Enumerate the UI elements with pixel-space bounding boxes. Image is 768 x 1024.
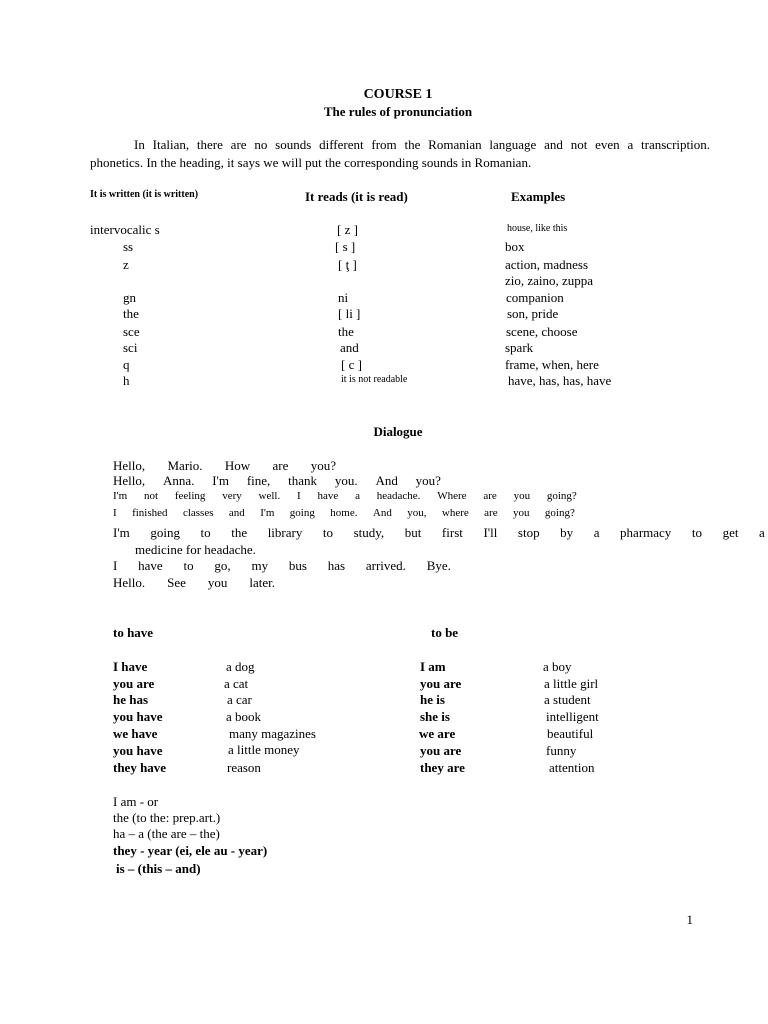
header-examples: Examples: [511, 189, 566, 204]
conjugation-object: beautiful: [547, 726, 594, 741]
table-cell-written: sce: [123, 324, 140, 339]
conjugation-object: attention: [549, 760, 595, 775]
dialogue-heading: Dialogue: [373, 424, 423, 439]
conjugation-pronoun: you have: [113, 743, 163, 758]
note-line: is – (this – and): [116, 861, 201, 876]
table-cell-written: h: [123, 373, 130, 388]
conjugation-pronoun: you are: [420, 743, 462, 758]
table-cell-reads: the: [338, 324, 354, 339]
conjugation-object: a car: [227, 692, 252, 707]
header-reads: It reads (it is read): [305, 189, 408, 204]
table-cell-reads: [ ţ ]: [338, 257, 357, 272]
table-cell-reads: [ c ]: [341, 357, 362, 372]
page-subtitle: The rules of pronunciation: [323, 104, 473, 119]
header-written: It is written (it is written): [90, 189, 199, 200]
conjugation-object: a book: [226, 709, 262, 724]
page-number: 1: [686, 912, 693, 927]
table-cell-examples: house, like this: [507, 223, 568, 234]
conjugation-pronoun: you are: [420, 676, 462, 691]
intro-line-1: In Italian, there are no sounds different from the Romanian language and not even a transcription.: [134, 137, 710, 152]
table-cell-written: z: [123, 257, 129, 272]
conjugation-object: reason: [227, 760, 261, 775]
dialogue-line: Hello. See you later.: [113, 575, 275, 590]
conjugation-pronoun: she is: [420, 709, 450, 724]
conjugation-object: a boy: [543, 659, 572, 674]
conjugation-pronoun: we have: [113, 726, 158, 741]
table-cell-examples: action, madness: [505, 257, 589, 272]
conjugation-object: a dog: [226, 659, 255, 674]
dialogue-line: I have to go, my bus has arrived. Bye.: [113, 558, 451, 573]
table-cell-written: gn: [123, 290, 136, 305]
table-cell-reads: [ s ]: [335, 239, 356, 254]
table-cell-examples: spark: [505, 340, 534, 355]
table-cell-written: sci: [123, 340, 138, 355]
table-cell-examples: have, has, has, have: [508, 373, 612, 388]
conjugation-object: a student: [544, 692, 591, 707]
conjugation-pronoun: they have: [113, 760, 167, 775]
dialogue-line: medicine for headache.: [135, 542, 256, 557]
to-have-heading: to have: [113, 625, 154, 640]
table-cell-examples: zio, zaino, zuppa: [505, 273, 594, 288]
conjugation-pronoun: he is: [420, 692, 445, 707]
page-title: COURSE 1: [363, 87, 433, 102]
conjugation-object: funny: [546, 743, 577, 758]
dialogue-line: I finished classes and I'm going home. And you, where are you going?: [113, 507, 575, 519]
table-cell-written: q: [123, 357, 130, 372]
table-cell-examples: son, pride: [507, 306, 559, 321]
table-cell-reads: it is not readable: [341, 374, 408, 385]
table-cell-written: ss: [123, 239, 134, 254]
table-cell-written: the: [123, 306, 139, 321]
intro-line-2: phonetics. In the heading, it says we will put the corresponding sounds in Romanian.: [90, 155, 532, 170]
conjugation-pronoun: he has: [113, 692, 149, 707]
table-cell-reads: [ li ]: [338, 306, 361, 321]
conjugation-pronoun: you have: [113, 709, 163, 724]
dialogue-line: I'm not feeling very well. I have a headache. Where are you going?: [113, 490, 577, 502]
note-line: ha – a (the are – the): [113, 826, 220, 841]
conjugation-pronoun: we are: [419, 726, 456, 741]
conjugation-pronoun: you are: [113, 676, 155, 691]
note-line: they - year (ei, ele au - year): [113, 843, 268, 858]
conjugation-pronoun: I am: [420, 659, 446, 674]
table-cell-examples: scene, choose: [506, 324, 578, 339]
conjugation-pronoun: they are: [420, 760, 465, 775]
dialogue-line: Hello, Mario. How are you?: [113, 458, 336, 473]
note-line: the (to the: prep.art.): [113, 810, 221, 825]
conjugation-pronoun: I have: [113, 659, 148, 674]
table-cell-written: intervocalic s: [90, 222, 160, 237]
to-be-heading: to be: [431, 625, 459, 640]
table-cell-examples: frame, when, here: [505, 357, 599, 372]
note-line: I am - or: [113, 794, 159, 809]
intro-paragraph: [90, 136, 710, 172]
table-cell-reads: ni: [338, 290, 349, 305]
conjugation-object: intelligent: [546, 709, 599, 724]
conjugation-object: many magazines: [229, 726, 316, 741]
dialogue-line: Hello, Anna. I'm fine, thank you. And you?: [113, 473, 441, 488]
table-cell-examples: companion: [506, 290, 564, 305]
table-cell-reads: [ z ]: [337, 222, 358, 237]
conjugation-object: a little girl: [544, 676, 599, 691]
table-cell-examples: box: [505, 239, 525, 254]
conjugation-object: a little money: [228, 742, 300, 757]
conjugation-object: a cat: [224, 676, 249, 691]
dialogue-line: I'm going to the library to study, but first I'll stop by a pharmacy to get a: [113, 525, 765, 540]
table-cell-reads: and: [340, 340, 359, 355]
